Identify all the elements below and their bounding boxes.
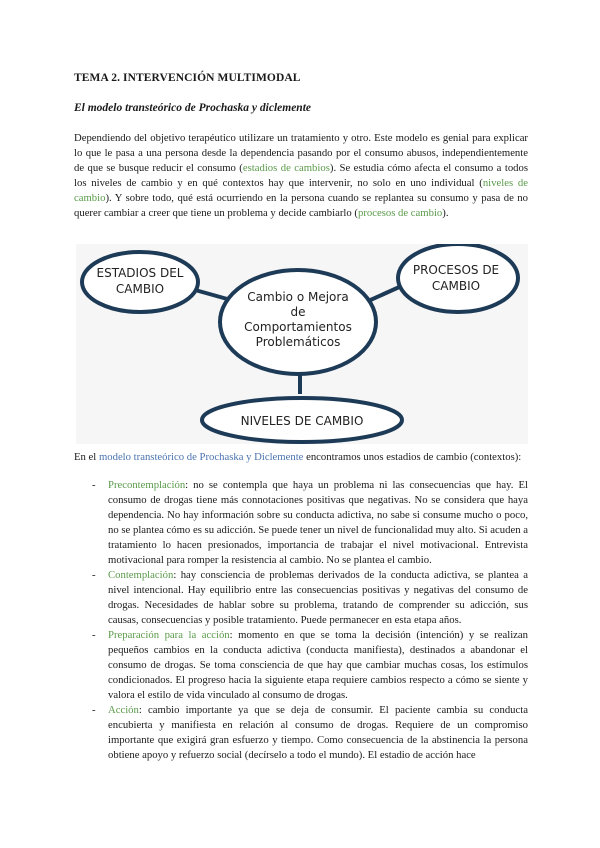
center-label-line4: Problemáticos [255, 335, 341, 349]
intro-text-1: En el [74, 451, 99, 463]
stage-text-precontemplacion: : no se contempla que haya un problema ni las consecuencias que hay. El consumo de drogas tiene más connotaciones positivas que negativas. No se considera que haya dependencia. No hay información sobre su conducta adictiva, no sabe si consume mucho o poco, no se plantea cómo es su adicción. Se puede tener un nivel de funcionalidad muy alto. Si acuden a tratamiento lo hacen presionados, importancia de trabajar el nivel motivacional. Entrevista motivacional para romper la resistencia al cambio. No se plantea el cambio. [108, 479, 528, 566]
niveles-label: NIVELES DE CAMBIO [240, 414, 364, 428]
intro-text-2: encontramos unos estadios de cambio (contextos): [303, 451, 522, 463]
stage-term-accion: Acción [108, 704, 139, 716]
intro-paragraph [74, 131, 528, 221]
list-item-accion [92, 703, 528, 763]
list-dash: - [92, 704, 96, 716]
procesos-label-line1: PROCESOS DE [412, 263, 500, 277]
list-item-contemplacion [92, 568, 528, 628]
list-item-preparacion [92, 628, 528, 703]
paragraph-text-1: Dependiendo del objetivo terapéutico utilizare un tratamiento y otro. Este modelo es genial para explicar lo que le pasa a una persona desde la dependencia pasando por el consumo abusos, independientemente de que se busque reducir el consumo ( [74, 132, 528, 174]
estadios-label-line2: CAMBIO [115, 282, 165, 296]
estadios-label-line1: ESTADIOS DEL [96, 266, 184, 280]
page-title: TEMA 2. INTERVENCIÓN MULTIMODAL [74, 72, 301, 84]
stage-term-precontemplacion: Precontemplación [108, 479, 186, 491]
list-item-precontemplacion [92, 478, 528, 568]
paragraph-text-3: ). Y sobre todo, qué está ocurriendo en la persona cuando se replantea su consumo y pasa de no querer cambiar a creer que tiene un problema y decide cambiarlo ( [74, 192, 528, 219]
stage-text-preparacion: : momento en que se toma la decisión (intención) y se realizan pequeños cambios en la conducta adictiva (conducta manifiesta), destinados a abandonar el consumo de drogas. Se toma consciencia de que hay que cambiar muchas cosas, los estímulos condicionados. El progreso hacia la siguiente etapa requiere cambios respecto a cómo se siente y valora el estilo de vida vinculado al consumo de drogas. [108, 629, 528, 701]
stage-text-contemplacion: : hay consciencia de problemas derivados de la conducta adictiva, se plantea a nivel intencional. Hay equilibrio entre las consecuencias positivas y negativas del consumo de drogas. Necesidades de hablar sobre su problema, tratando de comprender su adicción, sus causas, consecuencias y posible tratamiento. Puede permanecer en esta etapa años. [108, 569, 528, 626]
procesos-label-line2: CAMBIO [431, 279, 481, 293]
link-modelo-transteorico: modelo transteórico de Prochaska y Diclemente [98, 451, 304, 463]
link-procesos-de-cambio: procesos de cambio [357, 207, 443, 219]
stages-intro [74, 450, 528, 465]
section-subtitle: El modelo transteórico de Prochaska y diclemente [74, 102, 312, 114]
list-dash: - [92, 629, 96, 641]
procesos-ellipse [398, 244, 518, 312]
stage-term-preparacion: Preparación para la acción [108, 629, 230, 641]
change-model-diagram [76, 244, 528, 444]
list-dash: - [92, 479, 96, 491]
link-estadios-de-cambios: estadios de cambios [242, 162, 330, 174]
center-label-line2: de [290, 305, 306, 319]
stage-term-contemplacion: Contemplación [108, 569, 174, 581]
paragraph-text-4: ). [442, 207, 449, 219]
link-niveles-de-cambio: niveles de cambio [74, 177, 528, 204]
stage-text-accion: : cambio importante ya que se deja de consumir. El paciente cambia su conducta encubierta y manifiesta en relación al consumo de drogas. Requiere de un compromiso importante que exigirá gran esfuerzo y tiempo. Como consecuencia de la abstinencia la persona obtiene apoyo y refuerzo social (decírselo a todo el mundo). El estadio de acción hace [108, 704, 528, 761]
paragraph-text-2: ). Se estudia cómo afecta el consumo a todos los niveles de cambio y en qué contextos hay que intervenir, no solo en uno individual ( [74, 162, 529, 189]
center-label-line1: Cambio o Mejora [247, 290, 349, 304]
list-dash: - [92, 569, 96, 581]
stages-list [92, 478, 528, 763]
center-label-line3: Comportamientos [244, 320, 352, 334]
